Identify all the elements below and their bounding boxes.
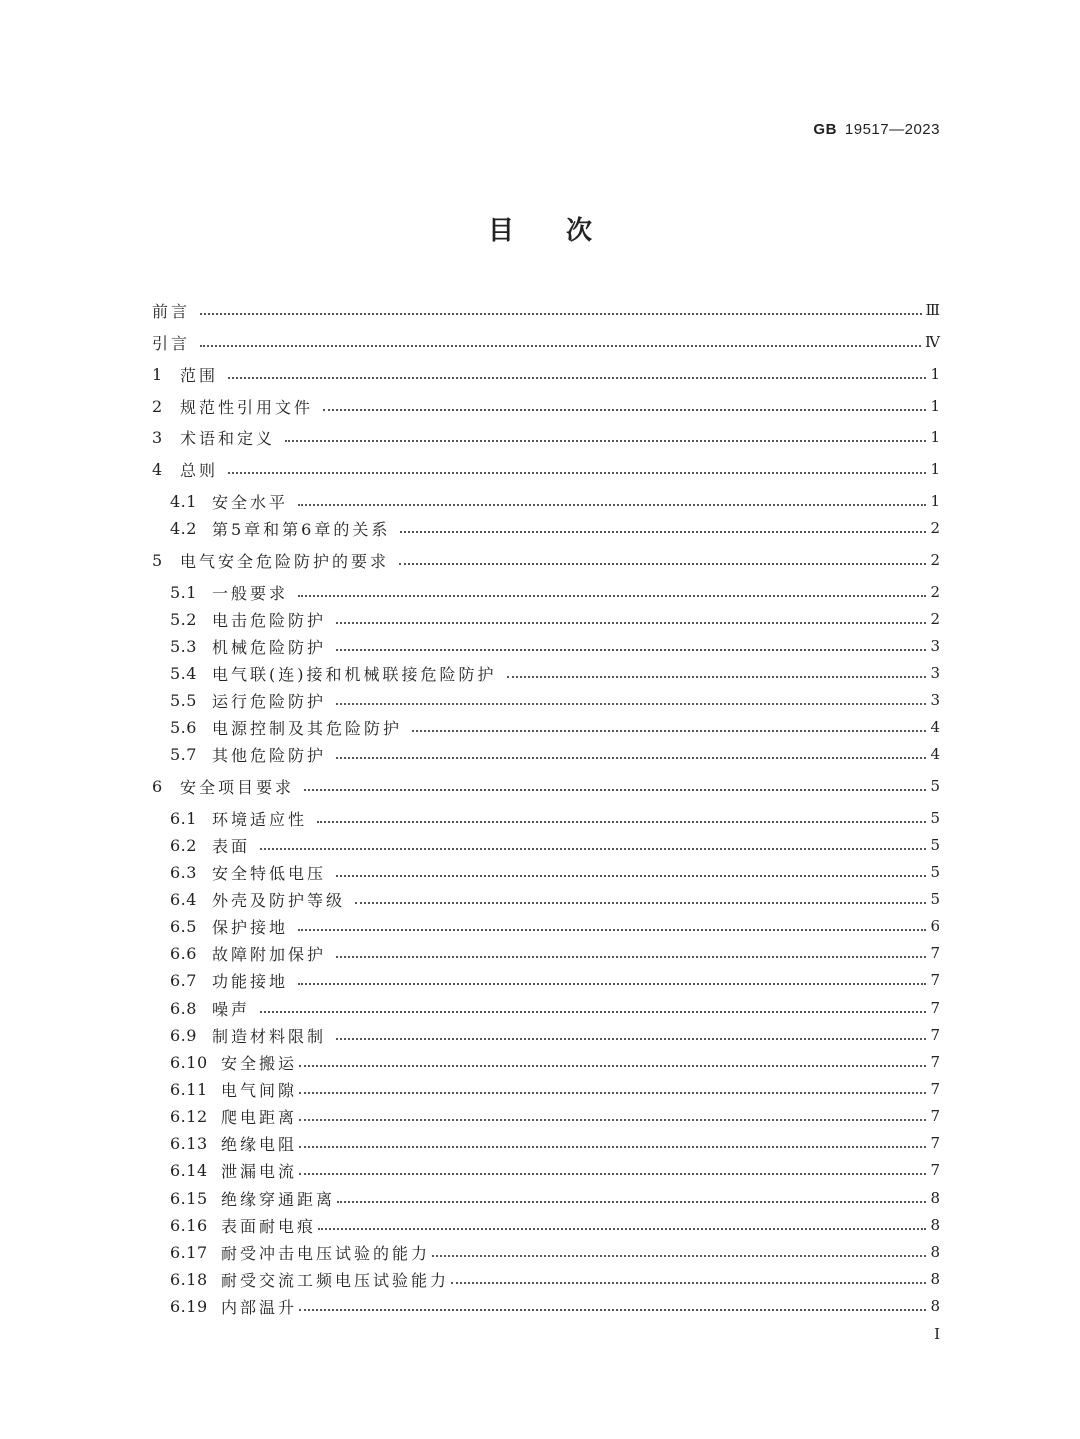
dot-leader xyxy=(299,1303,926,1311)
standard-code xyxy=(813,121,940,138)
toc-entry-number: 6.1 xyxy=(170,808,197,828)
toc-entry-label: 引言 xyxy=(152,333,191,353)
dot-leader xyxy=(432,1249,926,1257)
toc-entry-label: 表面 xyxy=(212,836,251,856)
toc-entry-label: 范围 xyxy=(180,365,219,385)
toc-entry-label: 保护接地 xyxy=(212,917,289,937)
toc-entry-label: 环境适应性 xyxy=(212,809,308,829)
toc-entry-number: 6.7 xyxy=(170,970,197,990)
dot-leader xyxy=(285,434,926,442)
toc-entry-number: 6.3 xyxy=(170,862,197,882)
dot-leader xyxy=(318,1222,926,1230)
toc-entry-page: 3 xyxy=(930,637,940,655)
toc-entry-number: 6.9 xyxy=(170,1025,197,1045)
toc-entry-number: 5.1 xyxy=(170,582,197,602)
toc-entry-label: 制造材料限制 xyxy=(212,1026,327,1046)
dot-leader xyxy=(200,307,922,315)
toc-entry-page: 4 xyxy=(930,718,940,736)
dot-leader xyxy=(298,977,926,985)
dot-leader xyxy=(336,616,926,624)
toc-entry-page: 7 xyxy=(930,1107,940,1125)
dot-leader xyxy=(355,896,926,904)
standard-prefix: GB xyxy=(813,121,837,138)
toc-entry-label: 内部温升 xyxy=(221,1297,298,1317)
dot-leader xyxy=(336,1032,926,1040)
toc-entry-label: 运行危险防护 xyxy=(212,691,327,711)
toc-entry-page: 7 xyxy=(930,1134,940,1152)
dot-leader xyxy=(200,339,921,347)
toc-entry-number: 5.6 xyxy=(170,717,197,737)
toc-entry-label: 噪声 xyxy=(212,999,251,1019)
toc-entry-page: 8 xyxy=(930,1270,940,1288)
toc-entry[interactable] xyxy=(170,1077,940,1101)
toc-entry-number: 6.16 xyxy=(170,1215,208,1235)
toc-entry-number: 6.13 xyxy=(170,1133,208,1153)
dot-leader xyxy=(336,950,926,958)
toc-entry-page: 4 xyxy=(930,745,940,763)
toc-entry-page: 2 xyxy=(930,551,940,569)
toc-entry-label: 其他危险防护 xyxy=(212,745,327,765)
toc-entry-number: 6.2 xyxy=(170,835,197,855)
toc-entry-page: 7 xyxy=(930,999,940,1017)
dot-leader xyxy=(400,525,926,533)
toc-entry[interactable] xyxy=(170,742,940,766)
toc-entry-label: 第5章和第6章的关系 xyxy=(212,519,391,539)
toc-entry[interactable] xyxy=(170,968,940,992)
toc-entry-label: 安全水平 xyxy=(212,492,289,512)
dot-leader xyxy=(336,751,926,759)
toc-entry-number: 5.3 xyxy=(170,636,197,656)
toc-entry-page: 8 xyxy=(930,1216,940,1234)
toc-entry-label: 总则 xyxy=(180,460,219,480)
toc-entry[interactable] xyxy=(170,1267,940,1291)
toc-entry-number: 6 xyxy=(152,776,163,796)
dot-leader xyxy=(228,466,926,474)
toc-entry-label: 术语和定义 xyxy=(180,428,276,448)
toc-entry-label: 电源控制及其危险防护 xyxy=(212,718,403,738)
toc-entry[interactable] xyxy=(170,914,940,938)
toc-entry-label: 规范性引用文件 xyxy=(180,397,314,417)
toc-entry[interactable] xyxy=(170,1186,940,1210)
toc-entry-number: 6.6 xyxy=(170,943,197,963)
toc-entry-label: 一般要求 xyxy=(212,583,289,603)
toc-entry-page: 5 xyxy=(930,777,940,795)
toc-entry-page: 7 xyxy=(930,1161,940,1179)
toc-entry-page: Ⅳ xyxy=(925,333,940,351)
toc-entry-number: 5.5 xyxy=(170,690,197,710)
toc-entry-label: 耐受交流工频电压试验能力 xyxy=(221,1270,450,1290)
dot-leader xyxy=(299,1086,926,1094)
toc-entry-number: 6.10 xyxy=(170,1052,208,1072)
page-number: I xyxy=(934,1325,940,1343)
toc-entry-number: 4.1 xyxy=(170,491,197,511)
toc-entry-label: 电气安全危险防护的要求 xyxy=(180,551,390,571)
toc-entry-number: 6.8 xyxy=(170,998,197,1018)
toc-entry[interactable] xyxy=(170,1158,940,1182)
toc-entry-number: 6.15 xyxy=(170,1188,208,1208)
dot-leader xyxy=(412,724,926,732)
toc-entry-number: 6.18 xyxy=(170,1269,208,1289)
toc-entry[interactable] xyxy=(170,996,940,1020)
toc-entry[interactable] xyxy=(152,330,940,354)
dot-leader xyxy=(323,403,926,411)
toc-entry[interactable] xyxy=(170,1023,940,1047)
toc-entry[interactable] xyxy=(170,1213,940,1237)
toc-entry-label: 电击危险防护 xyxy=(212,610,327,630)
toc-entry-number: 5.7 xyxy=(170,744,197,764)
dot-leader xyxy=(304,783,926,791)
toc-entry-page: 8 xyxy=(930,1189,940,1207)
toc-entry[interactable] xyxy=(152,548,940,572)
toc-entry-label: 安全项目要求 xyxy=(180,777,295,797)
toc-entry-number: 6.14 xyxy=(170,1160,208,1180)
toc-entry-page: 5 xyxy=(930,890,940,908)
toc-entry-label: 绝缘穿通距离 xyxy=(221,1189,336,1209)
toc-entry-page: 5 xyxy=(930,809,940,827)
toc-entry-page: 2 xyxy=(930,583,940,601)
toc-entry[interactable] xyxy=(152,298,940,322)
dot-leader xyxy=(336,697,926,705)
toc-entry-page: 7 xyxy=(930,944,940,962)
toc-entry[interactable] xyxy=(170,580,940,604)
toc-entry[interactable] xyxy=(170,1104,940,1128)
toc-entry[interactable] xyxy=(170,1050,940,1074)
toc-entry[interactable] xyxy=(170,833,940,857)
toc-entry[interactable] xyxy=(170,887,940,911)
toc-entry-label: 前言 xyxy=(152,301,191,321)
toc-entry[interactable] xyxy=(152,394,940,418)
toc-entry-page: 5 xyxy=(930,836,940,854)
toc-entry-label: 爬电距离 xyxy=(221,1107,298,1127)
toc-entry[interactable] xyxy=(170,1131,940,1155)
dot-leader xyxy=(260,842,926,850)
dot-leader xyxy=(299,1113,926,1121)
dot-leader xyxy=(299,1167,926,1175)
toc-entry-label: 安全特低电压 xyxy=(212,863,327,883)
toc-entry-label: 安全搬运 xyxy=(221,1053,298,1073)
toc-entry[interactable] xyxy=(170,634,940,658)
dot-leader xyxy=(451,1276,926,1284)
dot-leader xyxy=(260,1005,926,1013)
toc-entry-page: 8 xyxy=(930,1297,940,1315)
dot-leader xyxy=(299,1059,926,1067)
toc-entry[interactable] xyxy=(170,688,940,712)
toc-entry-page: 1 xyxy=(930,365,940,383)
toc-entry-page: 7 xyxy=(930,1053,940,1071)
standard-number: 19517—2023 xyxy=(844,121,940,138)
toc-entry-page: 2 xyxy=(930,519,940,537)
toc-entry-page: 5 xyxy=(930,863,940,881)
toc-entry[interactable] xyxy=(170,607,940,631)
toc-entry-number: 5.2 xyxy=(170,609,197,629)
toc-entry-number: 1 xyxy=(152,364,163,384)
toc-entry-label: 电气间隙 xyxy=(221,1080,298,1100)
toc-entry-label: 电气联(连)接和机械联接危险防护 xyxy=(212,664,497,684)
toc-entry-number: 5.4 xyxy=(170,663,197,683)
toc-entry[interactable] xyxy=(170,1240,940,1264)
toc-entry[interactable] xyxy=(170,489,940,513)
toc-entry-page: 7 xyxy=(930,971,940,989)
toc-entry[interactable] xyxy=(152,425,940,449)
toc-entry-number: 6.17 xyxy=(170,1242,208,1262)
toc-entry-number: 6.12 xyxy=(170,1106,208,1126)
toc-entry[interactable] xyxy=(170,715,940,739)
toc-entry-page: 1 xyxy=(930,397,940,415)
toc-entry[interactable] xyxy=(170,1294,940,1318)
toc-entry-number: 2 xyxy=(152,396,163,416)
toc-entry-label: 耐受冲击电压试验的能力 xyxy=(221,1243,431,1263)
toc-entry-page: 2 xyxy=(930,610,940,628)
toc-entry-label: 功能接地 xyxy=(212,971,289,991)
toc-entry[interactable] xyxy=(152,362,940,386)
toc-entry-label: 绝缘电阻 xyxy=(221,1134,298,1154)
dot-leader xyxy=(298,589,926,597)
toc-entry-page: 8 xyxy=(930,1243,940,1261)
toc-entry-number: 5 xyxy=(152,550,163,570)
toc-entry-number: 4 xyxy=(152,459,163,479)
toc-entry[interactable] xyxy=(170,860,940,884)
toc-entry-page: 7 xyxy=(930,1026,940,1044)
page-title: 目次 xyxy=(487,216,644,246)
dot-leader xyxy=(507,670,927,678)
dot-leader xyxy=(336,869,926,877)
dot-leader xyxy=(337,1195,926,1203)
toc-entry-page: 3 xyxy=(930,691,940,709)
toc-entry-label: 泄漏电流 xyxy=(221,1161,298,1181)
toc-entry[interactable] xyxy=(170,661,940,685)
toc-entry[interactable] xyxy=(170,941,940,965)
dot-leader xyxy=(317,815,926,823)
dot-leader xyxy=(298,923,926,931)
toc-entry-number: 6.4 xyxy=(170,889,197,909)
dot-leader xyxy=(298,498,926,506)
dot-leader xyxy=(399,557,926,565)
toc-entry-page: 6 xyxy=(930,917,940,935)
toc-entry[interactable] xyxy=(170,806,940,830)
toc-entry-number: 6.19 xyxy=(170,1296,208,1316)
toc-entry[interactable] xyxy=(170,516,940,540)
toc-entry-page: Ⅲ xyxy=(925,301,940,319)
toc-entry-page: 1 xyxy=(930,492,940,510)
toc-entry-page: 1 xyxy=(930,460,940,478)
toc-entry-page: 1 xyxy=(930,428,940,446)
toc-entry-label: 故障附加保护 xyxy=(212,944,327,964)
toc-entry-number: 3 xyxy=(152,427,163,447)
dot-leader xyxy=(299,1140,926,1148)
toc-entry[interactable] xyxy=(152,457,940,481)
toc-entry[interactable] xyxy=(152,774,940,798)
dot-leader xyxy=(336,643,926,651)
toc-entry-label: 机械危险防护 xyxy=(212,637,327,657)
toc-entry-number: 4.2 xyxy=(170,518,197,538)
toc-entry-label: 外壳及防护等级 xyxy=(212,890,346,910)
toc-entry-page: 3 xyxy=(930,664,940,682)
dot-leader xyxy=(228,371,926,379)
toc-entry-number: 6.11 xyxy=(170,1079,208,1099)
toc-entry-page: 7 xyxy=(930,1080,940,1098)
toc-entry-number: 6.5 xyxy=(170,916,197,936)
toc-entry-label: 表面耐电痕 xyxy=(221,1216,317,1236)
